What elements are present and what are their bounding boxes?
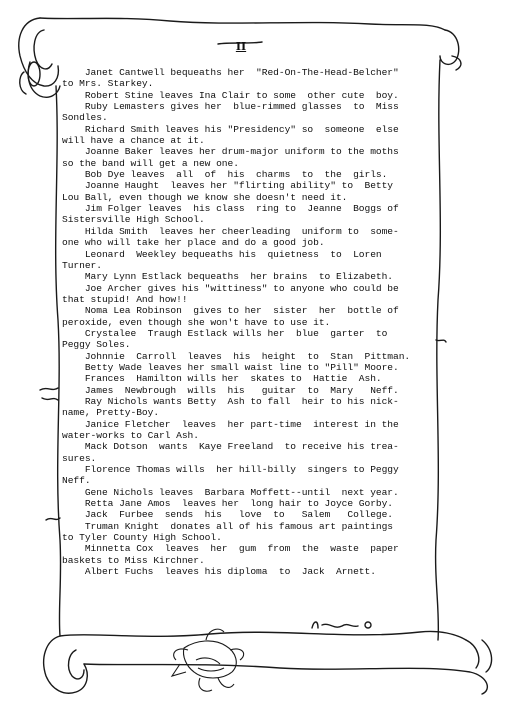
text-line: Turner.	[62, 259, 102, 271]
document-body	[62, 67, 420, 577]
text-line: Frances Hamilton wills her skates to Hattie Ash.	[62, 373, 382, 385]
text-line: water-works to Carl Ash.	[62, 430, 199, 441]
text-line: sures.	[62, 452, 97, 464]
text-line: will have a chance at it.	[62, 135, 205, 147]
text-line: Joanne Haught leaves her "flirting ability" to Betty	[62, 180, 394, 192]
page-number: II	[235, 40, 247, 53]
text-line: Retta Jane Amos leaves her long hair to Joyce Gorby.	[62, 498, 394, 510]
text-line: Sondles.	[62, 112, 108, 124]
text-line: one who will take her place and do a good job.	[62, 237, 325, 249]
text-line: Neff.	[62, 475, 91, 487]
text-line: Bob Dye leaves all of his charms to the girls.	[62, 169, 388, 181]
text-line: Sistersville High School.	[62, 214, 205, 226]
text-line: Florence Thomas wills her hill-billy singers to Peggy	[62, 464, 399, 476]
text-line: Leonard Weekley bequeaths his quietness to Loren	[62, 248, 382, 260]
text-line: name, Pretty-Boy.	[62, 407, 160, 419]
text-line: baskets to Miss Kirchner.	[62, 554, 205, 566]
text-line: James Newbrough wills his guitar to Mary Neff.	[62, 384, 399, 396]
text-line: so the band will get a new one.	[62, 157, 239, 169]
text-line: that stupid! And how!!	[62, 293, 188, 305]
text-line: Hilda Smith leaves her cheerleading uniform to some-	[62, 225, 399, 237]
text-line: Janet Cantwell bequeaths her "Red-On-The-Head-Belcher"	[62, 67, 399, 78]
text-line: Joe Archer gives his "wittiness" to anyone who could be	[62, 282, 399, 294]
text-line: to Mrs. Starkey.	[62, 78, 154, 90]
text-line: Gene Nichols leaves Barbara Moffett--until next year.	[62, 486, 399, 498]
text-line: Peggy Soles.	[62, 339, 131, 351]
text-line: Jack Furbee sends his love to Salem College.	[62, 509, 394, 521]
text-line: Jim Folger leaves his class ring to Jeanne Boggs of	[62, 203, 399, 215]
text-line: Ruby Lemasters gives her blue-rimmed glasses to Miss	[62, 101, 399, 113]
text-line: Robert Stine leaves Ina Clair to some other cute boy.	[62, 89, 399, 101]
text-line: Noma Lea Robinson gives to her sister her bottle of	[62, 305, 399, 317]
wizard-sketch-icon	[172, 629, 244, 691]
text-line: Mack Dotson wants Kaye Freeland to receive his trea-	[62, 441, 399, 453]
text-line: Joanne Baker leaves her drum-major uniform to the moths	[62, 146, 399, 158]
text-line: Lou Ball, even though we know she doesn't need it.	[62, 191, 348, 203]
text-line: Betty Wade leaves her small waist line to "Pill" Moore.	[62, 361, 399, 373]
text-line: peroxide, even though she won't have to use it.	[62, 316, 331, 328]
text-line: Richard Smith leaves his "Presidency" so someone else	[62, 123, 399, 135]
text-line: to Tyler County High School.	[62, 532, 222, 544]
text-line: Mary Lynn Estlack bequeaths her brains to Elizabeth.	[62, 271, 394, 283]
text-line: Albert Fuchs leaves his diploma to Jack Arnett.	[62, 566, 376, 578]
text-line: Minnetta Cox leaves her gum from the waste paper	[62, 543, 399, 555]
text-line: Truman Knight donates all of his famous art paintings	[62, 520, 394, 532]
text-line: Johnnie Carroll leaves his height to Stan Pittman.	[62, 350, 411, 362]
text-line: Ray Nichols wants Betty Ash to fall heir to his nick-	[62, 395, 399, 407]
text-line: Janice Fletcher leaves her part-time interest in the	[62, 418, 399, 430]
text-line: Crystalee Traugh Estlack wills her blue garter to	[62, 327, 388, 339]
